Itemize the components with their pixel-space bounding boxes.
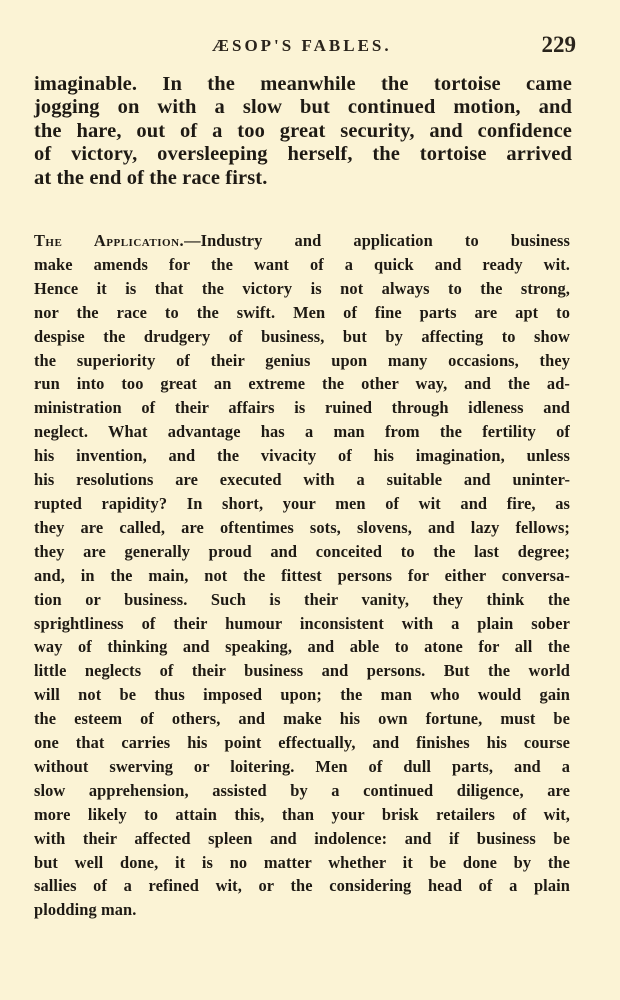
- text-line: [34, 229, 570, 253]
- text-line: jogging on with a slow but continued motion, and: [34, 96, 572, 119]
- text-line: despise the drudgery of business, but by affecting to show: [34, 326, 570, 346]
- text-line: will not be thus imposed upon; the man who would gain: [34, 685, 570, 705]
- text-line: ministration of their affairs is ruined through idleness and: [34, 398, 570, 418]
- application-paragraph: [34, 229, 570, 922]
- text-line: the esteem of others, and make his own fortune, must be: [34, 709, 570, 729]
- text-line: his resolutions are executed with a suitable and uninter-: [34, 470, 570, 490]
- text-line: little neglects of their business and persons. But the world: [34, 661, 570, 681]
- text-line: neglect. What advantage has a man from the fertility of: [34, 422, 570, 442]
- text-line: tion or business. Such is their vanity, they think the: [34, 589, 570, 609]
- text-line: rupted rapidity? In short, your men of wit and fire, as: [34, 493, 570, 513]
- text-line: imaginable. In the meanwhile the tortoise came: [34, 73, 572, 95]
- text-line: but well done, it is no matter whether it be done by the: [34, 852, 570, 872]
- text-line: without swerving or loitering. Men of dull parts, and a: [34, 756, 570, 776]
- text-line-rest: —Industry and application to business: [184, 231, 571, 250]
- application-heading: The Application.: [34, 231, 185, 250]
- text-line: Hence it is that the victory is not always to the strong,: [34, 278, 570, 298]
- running-title: ÆSOP'S FABLES.: [212, 36, 392, 55]
- text-line: the superiority of their genius upon many occasions, they: [34, 350, 570, 370]
- text-line: nor the race to the swift. Men of fine parts are apt to: [34, 302, 570, 322]
- text-line: make amends for the want of a quick and ready wit.: [34, 254, 570, 274]
- text-line: they are generally proud and conceited to the last degree;: [34, 541, 570, 561]
- text-line: slow apprehension, assisted by a continued diligence, are: [34, 780, 570, 800]
- text-line: his invention, and the vivacity of his imagination, unless: [34, 446, 570, 466]
- text-line: with their affected spleen and indolence: and if business be: [34, 828, 570, 848]
- text-line: they are called, are oftentimes sots, slovens, and lazy fellows;: [34, 517, 570, 537]
- text-line: and, in the main, not the fittest persons for either conversa-: [34, 565, 570, 585]
- text-line: at the end of the race first.: [34, 166, 268, 189]
- text-line: way of thinking and speaking, and able to atone for all the: [34, 637, 570, 657]
- text-line: sprightliness of their humour inconsistent with a plain sober: [34, 613, 570, 633]
- fable-conclusion-paragraph: [34, 73, 572, 190]
- text-line: the hare, out of a too great security, and confidence: [34, 119, 572, 142]
- text-line: run into too great an extreme the other way, and the ad-: [34, 374, 570, 394]
- page-header: [0, 32, 620, 62]
- text-line: sallies of a refined wit, or the considering head of a plain: [34, 876, 570, 896]
- page-number: 229: [541, 32, 576, 57]
- text-line: one that carries his point effectually, and finishes his course: [34, 733, 570, 753]
- text-line: of victory, oversleeping herself, the tortoise arrived: [34, 143, 572, 166]
- text-line: more likely to attain this, than your brisk retailers of wit,: [34, 804, 570, 824]
- text-line: plodding man.: [34, 900, 137, 920]
